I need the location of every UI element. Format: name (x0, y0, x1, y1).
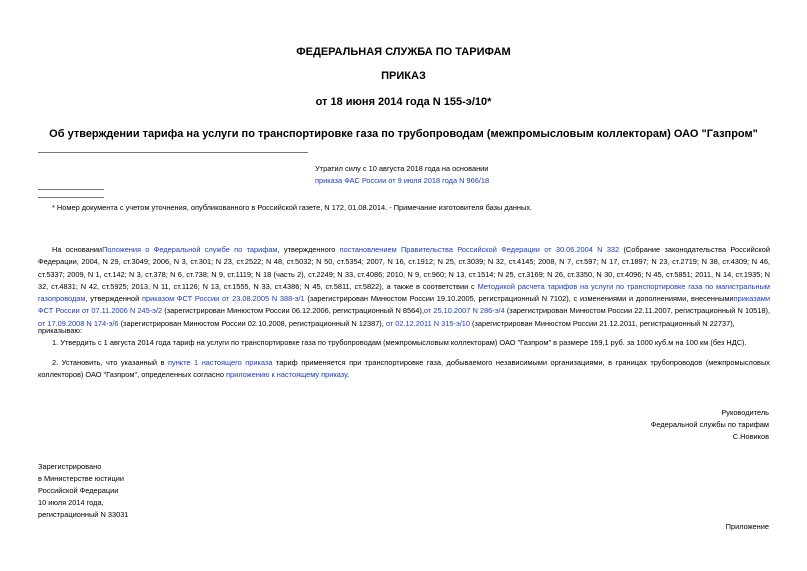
separator-line-short-2 (38, 197, 104, 198)
appendix-label: Приложение (725, 522, 769, 531)
item-1: 1. Утвердить с 1 августа 2014 года тариф на услуги по транспортировке газа по трубопроводам (межпромысловым коллекторам) ОАО "Газпром" в размере 159,1 руб. за 1000 куб.м на 100 км (без НДС). (52, 338, 747, 347)
separator-line-short (38, 189, 104, 190)
document-title: Об утверждении тарифа на услуги по транспортировке газа по трубопроводам (межпромысловым коллекторам) ОАО "Газпром" (49, 128, 758, 140)
methodology-link[interactable]: Методикой расчета тарифов на услуги по транспортировке газа по магистральным газопроводам (38, 281, 770, 304)
item-1-reference-link[interactable]: пункте 1 настоящего приказа (168, 358, 273, 367)
registration-date: 10 июля 2014 года, (38, 498, 104, 507)
item-2: 2. Установить, что указанный в пункте 1 настоящего приказа тариф применяется при транспортировке газа, добываемого независимыми организациями, в границах трубопроводов (межпромысловых коллекторов) ОАО "Газпром", определенных согласно приложению к настоящему приказу. (38, 358, 770, 380)
status-line: Утратил силу с 10 августа 2018 года на основании (315, 164, 489, 173)
fst-order-174-link[interactable]: от 17.09.2008 N 174-э/6 (38, 318, 119, 328)
preamble-paragraph: На основанииПоложения о Федеральной службе по тарифам, утвержденного постановлением Правительства Российской Федерации от 30.06.2004 N 332 (Собрание законодательства Российской Федерации, 2004, N 29, ст.3049; 2006, N 3, ст.301; N 23, ст.2522; N 48, ст.5032; N 50, ст.5354; 2007, N 16, ст.1912; N 25, ст.3039; N 32, ст.4145; 2008, N 7, ст.597; N 17, ст.1897; N 23, ст.2719; N 38, ст.4309; N 46, ст.5337; 2009, N 1, ст.142; N 3, ст.378; N 6, ст.738; N 9, ст.1119; N 18 (часть 2), ст.2249; N 33, ст.4086; 2010, N 9, ст.960; N 13, ст.1514; N 25, ст.3169; N 26, ст.3350, N 30, ст.4096; N 45, ст.5851; 2011, N 14, ст.1935; N 32, ст.4831; N 42, ст.5925; 2013, N 11, ст.1126; N 13, ст.1555, N 33, ст.4386; N 45, ст.5811, ст.5822), а также в соответствии с Методикой расчета тарифов на услуги по транспортировке газа по магистральным газопроводам, утвержденной приказом ФСТ России от 23.08.2005 N 388-э/1 (зарегистрирован Минюстом России 19.10.2005, регистрационный N 7102), с изменениями и дополнениями, внесеннымиприказами ФСТ России от 07.11.2006 N 245-э/2 (зарегистрирован Минюстом России 06.12.2006, регистрационный N 8564),от 25.10.2007 N 286-э/4 (зарегистрирован Минюстом России 22.11.2007, регистрационный N 10518), от 17.09.2008 N 174-э/6 (зарегистрирован Минюстом России 02.10.2008, регистрационный N 12387), от 02.12.2011 N 315-э/10 (зарегистрирован Минюстом России 21.12.2011, регистрационный N 22737), (38, 245, 771, 328)
fst-order-315-link[interactable]: от 02.12.2011 N 315-э/10 (385, 318, 470, 328)
footnote: * Номер документа с учетом уточнения, опубликованного в Российской газете, N 172, 01.08.2014. - Примечание изготовителя базы данных. (52, 203, 533, 212)
registration-line: Зарегистрировано (38, 462, 102, 471)
registration-block (38, 461, 128, 521)
signature-name: С.Новиков (732, 432, 769, 441)
order-word: приказываю: (38, 326, 82, 335)
signature-agency: Федеральной службы по тарифам (650, 420, 769, 429)
regulation-link[interactable]: Положения о Федеральной службе по тарифам (102, 245, 278, 254)
signature-title: Руководитель (721, 408, 769, 417)
registration-number: регистрационный N 33031 (38, 510, 129, 519)
registration-line: в Министерстве юстиции (38, 474, 125, 483)
registration-line: Российской Федерации (38, 486, 119, 495)
signature-block (651, 407, 769, 443)
separator-line (38, 152, 308, 153)
repeal-order-link[interactable]: приказа ФАС России от 9 июля 2018 года N 966/18 (315, 176, 490, 185)
fst-order-245-link[interactable]: приказами ФСТ России от 07.11.2006 N 245-э/2 (38, 294, 770, 316)
agency-heading: ФЕДЕРАЛЬНАЯ СЛУЖБА ПО ТАРИФАМ (296, 46, 511, 58)
appendix-link[interactable]: приложению к настоящему приказу (226, 370, 348, 380)
doc-type-heading: ПРИКАЗ (381, 70, 426, 82)
fst-order-286-link[interactable]: от 25.10.2007 N 286-э/4 (423, 306, 505, 316)
government-decree-link[interactable]: постановлением Правительства Российской Федерации от 30.06.2004 N 332 (339, 245, 620, 254)
status-note (315, 163, 489, 187)
fst-order-388-link[interactable]: приказом ФСТ России от 23.08.2005 N 388-э/1 (142, 294, 305, 304)
date-number: от 18 июня 2014 года N 155-э/10* (315, 96, 492, 108)
